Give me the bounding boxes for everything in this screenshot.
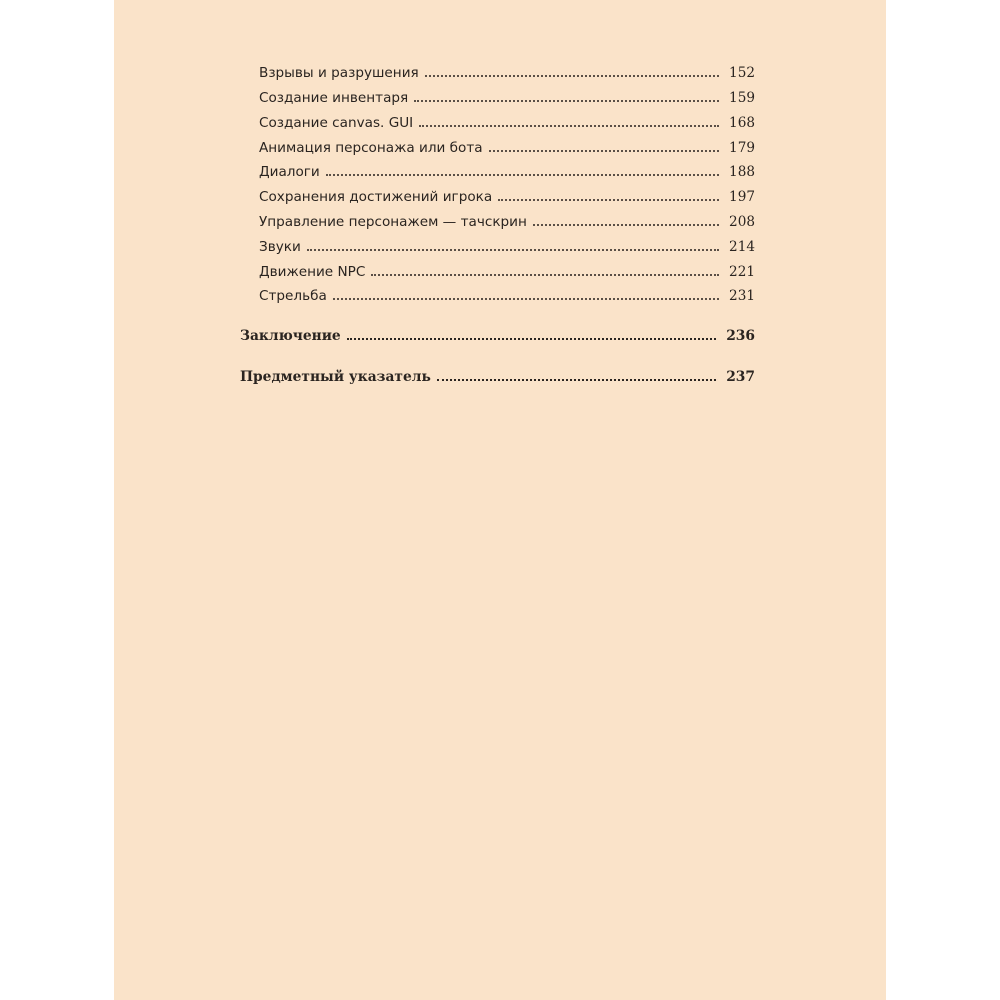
dot-leader	[414, 100, 719, 102]
toc-chapter-page: 237	[726, 369, 755, 385]
dot-leader	[489, 150, 719, 152]
toc-chapter-title: Предметный указатель	[240, 369, 431, 385]
dot-leader	[533, 224, 719, 226]
toc-entry-title: Управление персонажем — тачскрин	[259, 214, 527, 230]
toc-entry-page: 208	[729, 214, 755, 230]
toc-chapter-title: Заключение	[240, 328, 341, 344]
dot-leader	[498, 199, 719, 201]
toc-entry-page: 152	[729, 65, 755, 81]
toc-entry-page: 159	[729, 90, 755, 106]
toc-entry	[259, 113, 755, 133]
toc-entry-title: Создание инвентаря	[259, 90, 409, 106]
dot-leader	[347, 338, 716, 340]
toc-entry-page: 179	[729, 140, 755, 156]
toc-entry-page: 188	[729, 164, 755, 180]
toc-entry-title: Движение NPC	[259, 264, 366, 280]
toc-chapter-entry	[240, 367, 755, 387]
table-of-contents	[114, 0, 886, 1000]
dot-leader	[437, 379, 716, 381]
toc-entry-title: Анимация персонажа или бота	[259, 140, 483, 156]
toc-entry	[259, 187, 755, 207]
dot-leader	[425, 75, 719, 77]
toc-entry	[259, 212, 755, 232]
toc-chapter-page: 236	[726, 328, 755, 344]
toc-entry-title: Сохранения достижений игрока	[259, 189, 493, 205]
dot-leader	[371, 274, 719, 276]
toc-entry-page: 197	[729, 189, 755, 205]
toc-entry-page: 221	[729, 264, 755, 280]
toc-entry	[259, 63, 755, 83]
book-page	[114, 0, 886, 1000]
dot-leader	[333, 298, 719, 300]
toc-entry	[259, 162, 755, 182]
toc-entry	[259, 262, 755, 282]
dot-leader	[419, 125, 719, 127]
dot-leader	[326, 174, 719, 176]
toc-chapter-entry	[240, 326, 755, 346]
dot-leader	[307, 249, 719, 251]
toc-entry-title: Создание canvas. GUI	[259, 115, 414, 131]
toc-entry-page: 168	[729, 115, 755, 131]
toc-entry	[259, 286, 755, 306]
toc-entry	[259, 138, 755, 158]
toc-entry	[259, 237, 755, 257]
toc-entry	[259, 88, 755, 108]
toc-entry-title: Диалоги	[259, 164, 320, 180]
toc-entry-title: Взрывы и разрушения	[259, 65, 419, 81]
toc-entry-page: 231	[729, 288, 755, 304]
toc-entry-title: Звуки	[259, 239, 301, 255]
toc-entry-title: Стрельба	[259, 288, 327, 304]
toc-entry-page: 214	[729, 239, 755, 255]
